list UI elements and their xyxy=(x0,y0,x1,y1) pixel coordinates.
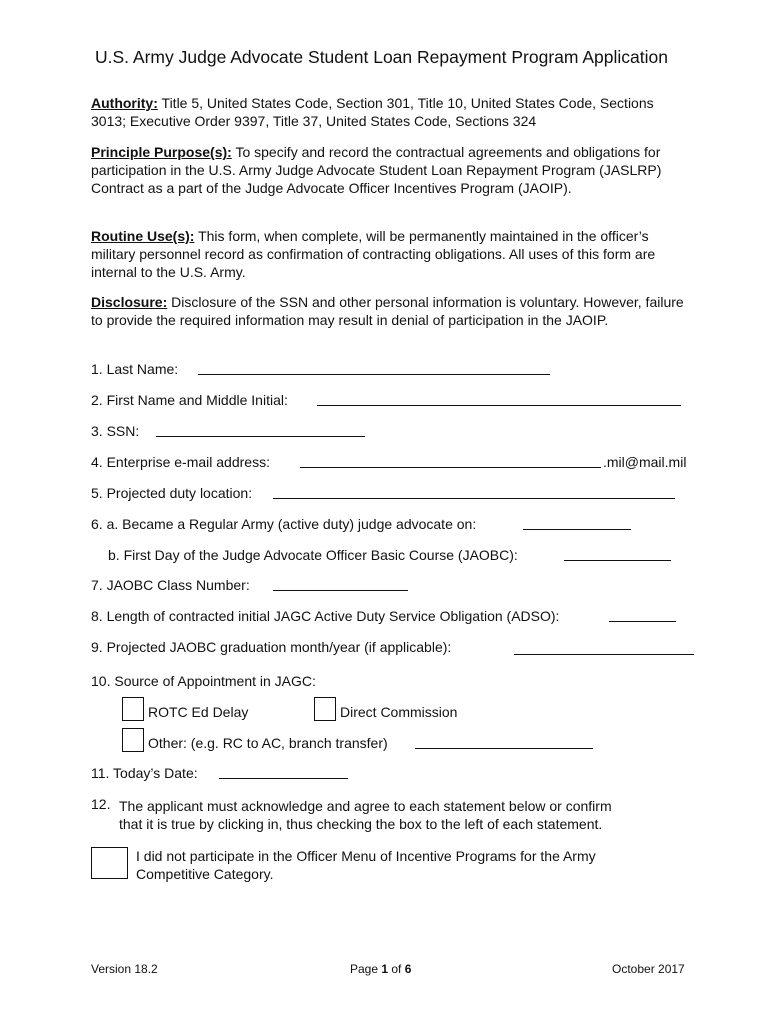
authority-text: Title 5, United States Code, Section 301, Title 10, United States Code, Sections 3013; Executive Order 9397, Title 37, United States Code, Sections 324 xyxy=(91,95,654,129)
routine-heading: Routine Use(s): xyxy=(91,228,195,244)
disclosure-text: Disclosure of the SSN and other personal information is voluntary. However, failure to provide the required information may result in denial of participation in the JAOIP. xyxy=(91,294,684,328)
other-field[interactable] xyxy=(415,748,593,749)
email-suffix: .mil@mail.mil xyxy=(603,454,687,470)
authority-paragraph xyxy=(91,94,691,130)
direct-commission-checkbox[interactable] xyxy=(314,697,336,721)
class-number-field[interactable] xyxy=(273,590,408,591)
acknowledge-line-2: that it is true by clicking in, thus checking the box to the left of each statement. xyxy=(119,816,603,832)
email-field[interactable] xyxy=(300,467,601,468)
form-title: U.S. Army Judge Advocate Student Loan Repayment Program Application xyxy=(95,47,668,67)
adso-field[interactable] xyxy=(609,621,676,622)
purpose-paragraph xyxy=(91,143,691,197)
ssn-label: 3. SSN: xyxy=(91,423,140,439)
other-checkbox[interactable] xyxy=(122,728,144,752)
authority-heading: Authority: xyxy=(91,95,158,111)
page-prefix: Page xyxy=(350,962,382,976)
routine-text: This form, when complete, will be permanently maintained in the officer’s military personnel record as confirmation of contracting obligations. All uses of this form are internal to the U.S. Army. xyxy=(91,228,656,280)
regular-army-date-label: 6. a. Became a Regular Army (active duty) judge advocate on: xyxy=(91,516,477,532)
acknowledge-number: 12. xyxy=(91,796,111,812)
page-current: 1 xyxy=(381,962,389,976)
disclosure-paragraph xyxy=(91,293,691,329)
rotc-checkbox[interactable] xyxy=(122,697,144,721)
first-name-label: 2. First Name and Middle Initial: xyxy=(91,392,288,408)
page-indicator xyxy=(350,962,411,976)
acknowledge-line-1: The applicant must acknowledge and agree to each statement below or confirm xyxy=(119,798,612,814)
jaobc-first-day-label: b. First Day of the Judge Advocate Officer Basic Course (JAOBC): xyxy=(108,547,518,563)
footer-date: October 2017 xyxy=(612,962,685,976)
purpose-heading: Principle Purpose(s): xyxy=(91,144,232,160)
email-label: 4. Enterprise e-mail address: xyxy=(91,454,270,470)
first-name-field[interactable] xyxy=(317,405,681,406)
adso-label: 8. Length of contracted initial JAGC Active Duty Service Obligation (ADSO): xyxy=(91,608,560,624)
routine-paragraph xyxy=(91,227,691,281)
page-of: of xyxy=(388,962,405,976)
version-label: Version 18.2 xyxy=(91,962,158,976)
rotc-label: ROTC Ed Delay xyxy=(148,704,249,720)
statement-1-line-2: Competitive Category. xyxy=(136,866,274,882)
direct-commission-label: Direct Commission xyxy=(340,704,458,720)
graduation-label: 9. Projected JAOBC graduation month/year (if applicable): xyxy=(91,639,452,655)
purpose-text: To specify and record the contractual agreements and obligations for participation in the U.S. Army Judge Advocate Student Loan Repayment Program (JASLRP) Contract as a part of the Judge Advocate Officer Incentives Program (JAOIP). xyxy=(91,144,662,196)
jaobc-first-day-field[interactable] xyxy=(564,560,671,561)
class-number-label: 7. JAOBC Class Number: xyxy=(91,577,250,593)
todays-date-field[interactable] xyxy=(219,778,348,779)
disclosure-heading: Disclosure: xyxy=(91,294,168,310)
statement-1-line-1: I did not participate in the Officer Menu of Incentive Programs for the Army xyxy=(136,848,596,864)
graduation-field[interactable] xyxy=(514,654,694,655)
ssn-field[interactable] xyxy=(156,436,365,437)
last-name-label: 1. Last Name: xyxy=(91,361,179,377)
duty-location-label: 5. Projected duty location: xyxy=(91,485,253,501)
statement-1-checkbox[interactable] xyxy=(91,847,128,879)
other-label: Other: (e.g. RC to AC, branch transfer) xyxy=(148,735,388,751)
last-name-field[interactable] xyxy=(198,374,550,375)
duty-location-field[interactable] xyxy=(273,498,675,499)
todays-date-label: 11. Today’s Date: xyxy=(91,765,198,781)
page-total: 6 xyxy=(404,962,412,976)
appointment-source-label: 10. Source of Appointment in JAGC: xyxy=(91,673,316,689)
regular-army-date-field[interactable] xyxy=(523,529,631,530)
